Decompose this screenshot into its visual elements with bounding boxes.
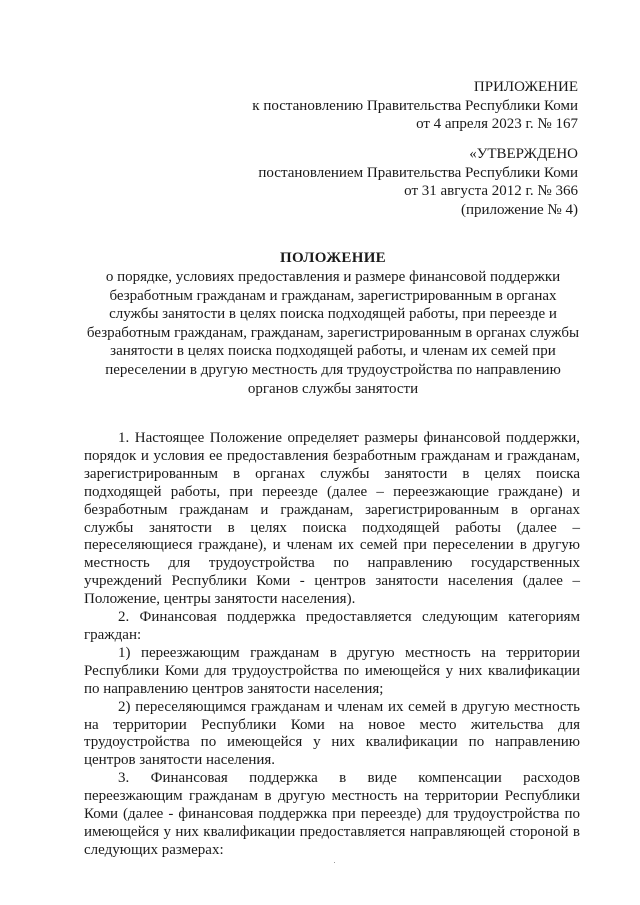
list-item-2-line: на территории Республики Коми на новое место жительства для — [84, 716, 580, 733]
subtitle-line: безработным гражданам, гражданам, зарегистрированным в органах службы — [86, 324, 580, 341]
paragraph-3-line: 3. Финансовая поддержка в виде компенсации расходов — [118, 770, 580, 787]
subtitle-line: безработным гражданам и гражданам, зарегистрированным в органах — [109, 287, 557, 304]
paragraph-3-line: имеющейся у них квалификации предоставляется направляющей стороной в — [84, 823, 580, 840]
list-item-1-line: по направлению центров занятости населения; — [84, 680, 384, 697]
paragraph-1-line: безработным гражданам и гражданам, зарегистрированным в органах — [84, 501, 580, 518]
approved-appendix-ref: (приложение № 4) — [460, 201, 578, 218]
document-body — [84, 430, 580, 860]
subtitle-line: занятости в целях поиска подходящей работы, и членам их семей при — [110, 343, 556, 360]
appendix-label: ПРИЛОЖЕНИЕ — [473, 79, 578, 95]
paragraph-2-line: 2. Финансовая поддержка предоставляется следующим категориям — [118, 609, 580, 626]
document-title: ПОЛОЖЕНИЕ — [280, 250, 386, 266]
subtitle-line: органов службы занятости — [247, 380, 419, 397]
list-item-1-line: 1) переезжающим гражданам в другую местность на территории — [118, 644, 580, 661]
paragraph-1-line: порядок и условия ее предоставления безработным гражданам и гражданам, — [84, 447, 580, 464]
paragraph-1-line: учреждений Республики Коми - центров занятости населения (далее – — [84, 573, 580, 590]
paragraph-1-line: службы занятости в целях поиска подходящей работы (далее – — [84, 519, 580, 536]
approved-date-number: от 31 августа 2012 г. № 366 — [404, 183, 578, 199]
appendix-resolution: к постановлению Правительства Республики Коми — [252, 97, 578, 114]
paragraph-1-line: переселяющиеся граждане), и членам их семей при переселении в другую — [84, 537, 580, 554]
paragraph-1-line: Положение, центры занятости населения). — [84, 591, 356, 608]
paragraph-1-line: подходящей работы, при переезде (далее – переезжающие граждане) и — [84, 483, 580, 500]
list-item-2-line: центров занятости населения. — [84, 752, 276, 769]
paragraph-1-line: зарегистрированным в органах службы занятости в целях поиска — [84, 465, 580, 482]
paragraph-3-line: следующих размерах: — [84, 841, 224, 858]
subtitle-line: о порядке, условиях предоставления и размере финансовой поддержки — [105, 269, 561, 285]
paragraph-2-line: граждан: — [84, 626, 142, 643]
document-subtitle — [86, 268, 580, 398]
approved-header — [258, 145, 578, 219]
list-item-2-line: трудоустройства по имеющейся у них квалификации по направлению — [84, 734, 580, 751]
paragraph-1-line: 1. Настоящее Положение определяет размеры финансовой поддержки, — [118, 430, 580, 446]
list-item-1-line: Республики Коми для трудоустройства по имеющейся у них квалификации — [84, 662, 580, 679]
paragraph-3-line: переезжающим гражданам в другую местность на территории Республики — [84, 788, 580, 805]
subtitle-line: переселении в другую местность для трудоустройства по направлению — [105, 361, 561, 378]
approved-resolution: постановлением Правительства Республики Коми — [258, 164, 578, 181]
paragraph-3-line: Коми (далее - финансовая поддержка при переезде) для трудоустройства по — [84, 806, 580, 823]
subtitle-line: службы занятости в целях поиска подходящей работы, при переезде и — [109, 306, 557, 323]
appendix-date-number: от 4 апреля 2023 г. № 167 — [416, 116, 578, 132]
approved-label: «УТВЕРЖДЕНО — [469, 146, 578, 162]
scan-speck — [334, 862, 335, 863]
appendix-header — [252, 78, 578, 134]
paragraph-1-line: местность для трудоустройства по направлению государственных — [84, 555, 580, 572]
list-item-2-line: 2) переселяющимся гражданам и членам их семей в другую местность — [118, 698, 580, 715]
